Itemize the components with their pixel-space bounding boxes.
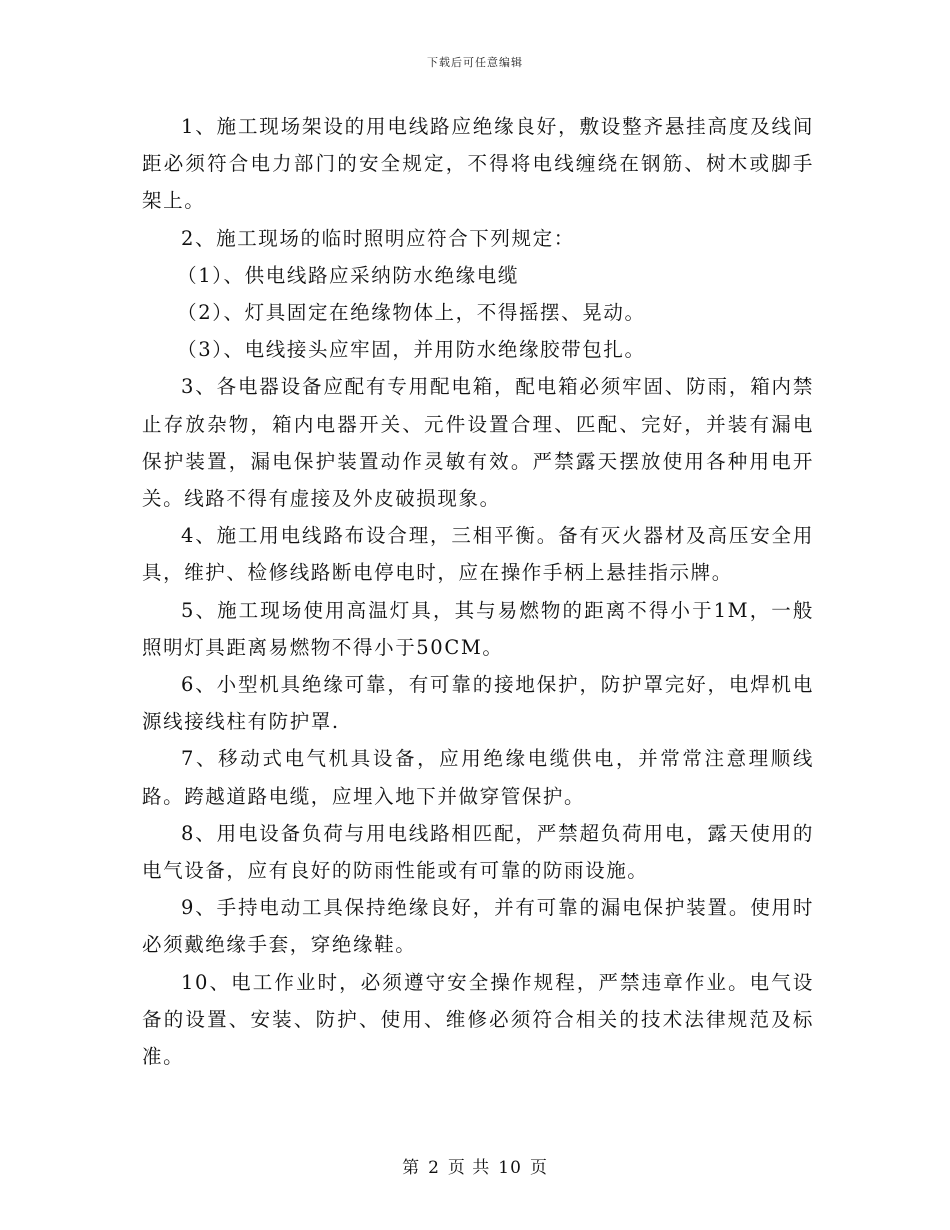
paragraph-sub-3: （3）、电线接头应牢固，并用防水绝缘胶带包扎。 [177, 338, 646, 362]
paragraph-item-9: 9、手持电动工具保持绝缘良好，并有可靠的漏电保护装置。使用时必须戴绝缘手套，穿绝缘鞋。 [142, 896, 814, 957]
footer-prefix: 第 [402, 1158, 421, 1178]
footer-suffix: 页 [529, 1158, 548, 1178]
footer-page-number: 2 [428, 1158, 440, 1178]
page-footer [0, 1153, 950, 1178]
paragraph-item-8: 8、用电设备负荷与用电线路相匹配，严禁超负荷用电，露天使用的电气设备，应有良好的防雨性能或有可靠的防雨设施。 [142, 821, 814, 883]
paragraph-item-5: 5、施工现场使用高温灯具，其与易燃物的距离不得小于1M，一般照明灯具距离易燃物不得小于50CM。 [142, 598, 814, 659]
paragraph-item-6: 6、小型机具绝缘可靠，有可靠的接地保护，防护罩完好，电焊机电源线接线柱有防护罩. [142, 673, 814, 734]
document-body [142, 108, 814, 1075]
footer-middle: 页 共 [447, 1158, 491, 1178]
paragraph-item-1: 1、施工现场架设的用电线路应绝缘良好，敷设整齐悬挂高度及线间距必须符合电力部门的安全规定，不得将电线缠绕在钢筋、树木或脚手架上。 [142, 115, 814, 213]
footer-total-pages: 10 [498, 1158, 522, 1178]
paragraph-item-3: 3、各电器设备应配有专用配电箱，配电箱必须牢固、防雨，箱内禁止存放杂物，箱内电器开关、元件设置合理、匹配、完好，并装有漏电保护装置，漏电保护装置动作灵敏有效。严禁露天摆放使用各种用电开关。线路不得有虚接及外皮破损现象。 [142, 375, 814, 511]
page-header: 下载后可任意编辑 [427, 56, 523, 69]
paragraph-item-2: 2、施工现场的临时照明应符合下列规定： [181, 226, 575, 250]
paragraph-sub-1: （1）、供电线路应采纳防水绝缘电缆 [177, 263, 519, 287]
paragraph-item-4: 4、施工用电线路布设合理，三相平衡。备有灭火器材及高压安全用具，维护、检修线路断电停电时，应在操作手柄上悬挂指示牌。 [142, 524, 814, 585]
paragraph-item-10: 10、电工作业时，必须遵守安全操作规程，严禁违章作业。电气设备的设置、安装、防护、使用、维修必须符合相关的技术法律规范及标准。 [142, 970, 814, 1069]
paragraph-item-7: 7、移动式电气机具设备，应用绝缘电缆供电，并常常注意理顺线路。跨越道路电缆，应埋入地下并做穿管保护。 [142, 747, 814, 808]
paragraph-sub-2: （2）、灯具固定在绝缘物体上，不得摇摆、晃动。 [177, 301, 646, 325]
